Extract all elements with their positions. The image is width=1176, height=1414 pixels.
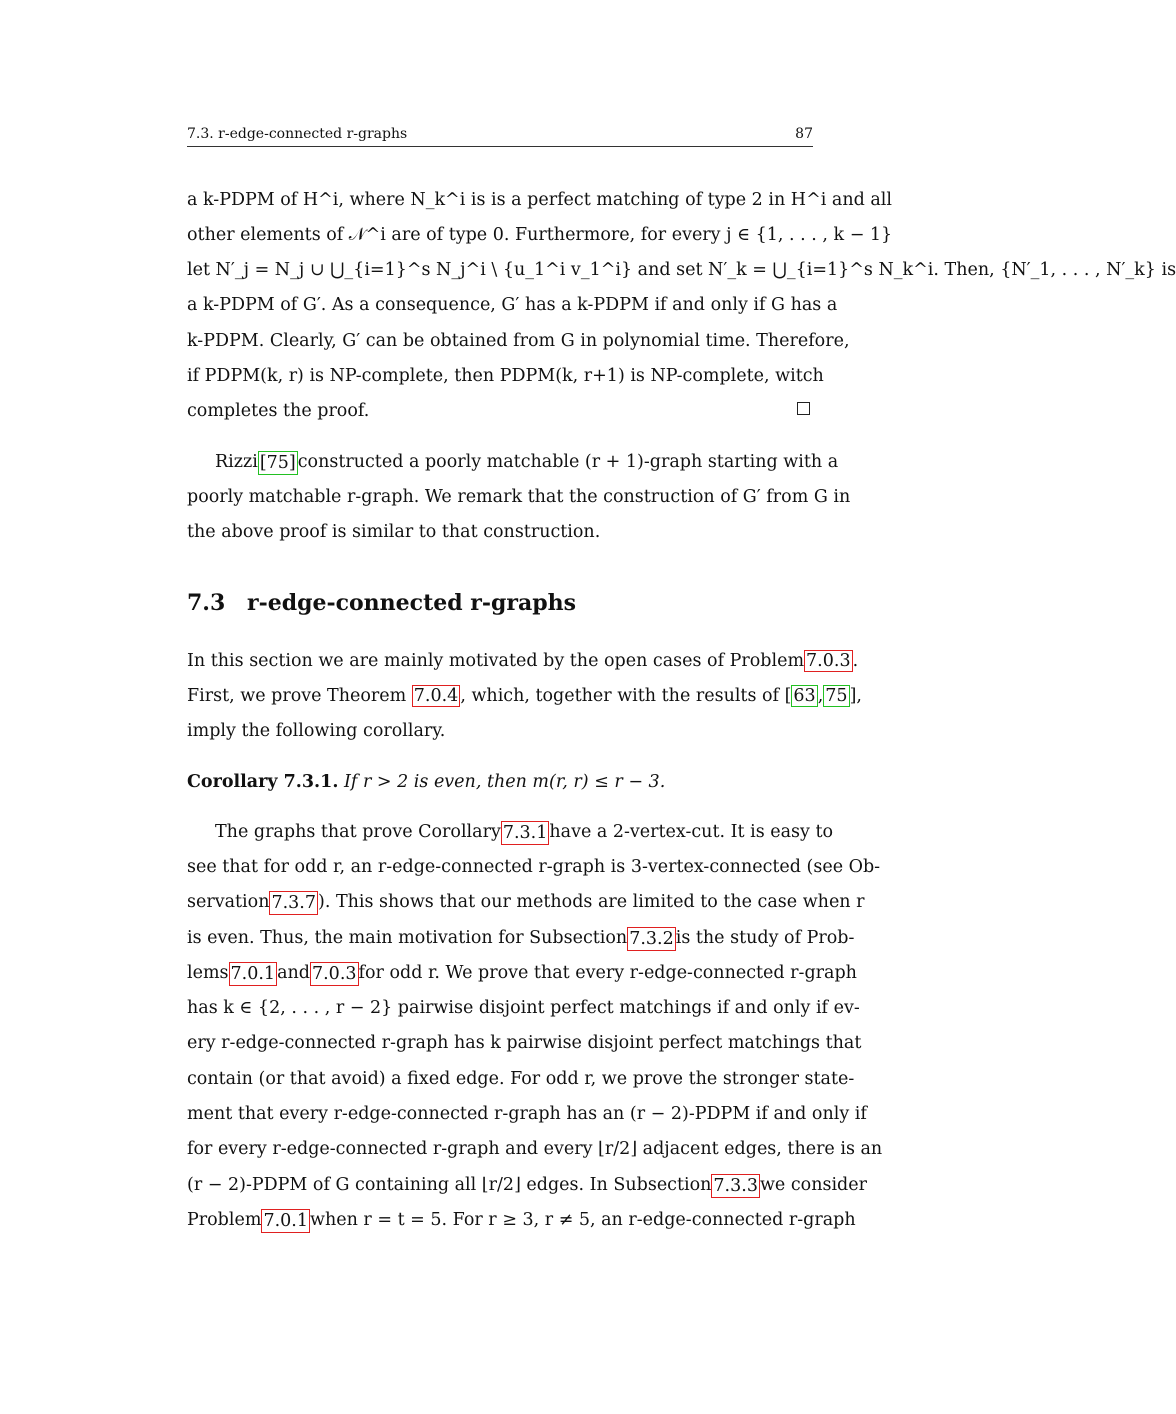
text-line	[187, 685, 862, 707]
text-span: ,	[817, 686, 824, 706]
text-line: has k ∈ {2, . . . , r − 2} pairwise disjoint perfect matchings if and only if ev-	[187, 998, 860, 1018]
subsection-ref-link[interactable]: 7.3.3	[713, 1176, 758, 1196]
text-span: Problem	[187, 1210, 262, 1230]
text-line: the above proof is similar to that construction.	[187, 522, 601, 542]
section-number: 7.3	[187, 590, 226, 616]
text-span: and	[277, 963, 310, 983]
citation-link[interactable]: [75]	[259, 453, 296, 473]
corollary-label: Corollary 7.3.1.	[187, 772, 339, 792]
text-line: contain (or that avoid) a fixed edge. For odd r, we prove the stronger state-	[187, 1069, 855, 1089]
corollary-text: If r > 2 is even, then m(r, r) ≤ r − 3.	[344, 772, 666, 792]
text-line: ery r-edge-connected r-graph has k pairwise disjoint perfect matchings that	[187, 1033, 862, 1053]
text-span: constructed a poorly matchable (r + 1)-graph starting with a	[297, 452, 839, 472]
running-header	[187, 126, 813, 147]
section-heading	[187, 590, 576, 616]
text-span: ). This shows that our methods are limited to the case when r	[318, 892, 865, 912]
text-span: servation	[187, 892, 270, 912]
text-line	[187, 891, 865, 915]
text-span: have a 2-vertex-cut. It is easy to	[549, 822, 834, 842]
text-line: for every r-edge-connected r-graph and every ⌊r/2⌋ adjacent edges, there is an	[187, 1139, 883, 1159]
section-title: r-edge-connected r-graphs	[247, 590, 576, 616]
text-line: if PDPM(k, r) is NP-complete, then PDPM(k, r+1) is NP-complete, witch	[187, 366, 824, 386]
text-span: is the study of Prob-	[675, 928, 855, 948]
theorem-ref-link[interactable]: 7.0.4	[413, 686, 459, 706]
problem-ref-link[interactable]: 7.0.1	[230, 964, 276, 984]
problem-ref-link[interactable]: 7.0.3	[806, 651, 851, 671]
text-span: when r = t = 5. For r ≥ 3, r ≠ 5, an r-edge-connected r-graph	[309, 1210, 856, 1230]
text-span: for odd r. We prove that every r-edge-connected r-graph	[358, 963, 857, 983]
text-span: In this section we are mainly motivated by the open cases of Problem	[187, 651, 805, 671]
text-line: imply the following corollary.	[187, 721, 446, 741]
observation-ref-link[interactable]: 7.3.7	[271, 893, 316, 913]
problem-ref-link[interactable]: 7.0.3	[311, 964, 357, 984]
running-title: 7.3. r-edge-connected r-graphs	[187, 126, 408, 142]
text-line: other elements of 𝒩^i are of type 0. Furthermore, for every j ∈ {1, . . . , k − 1}	[187, 225, 893, 245]
citation-link[interactable]: 63	[793, 686, 816, 706]
text-span: we consider	[759, 1175, 867, 1195]
text-line: a k-PDPM of G′. As a consequence, G′ has a k-PDPM if and only if G has a	[187, 295, 838, 315]
corollary	[187, 771, 813, 793]
text-span: is even. Thus, the main motivation for Subsection	[187, 928, 628, 948]
text-line: k-PDPM. Clearly, G′ can be obtained from G in polynomial time. Therefore,	[187, 331, 850, 351]
text-span: The graphs that prove Corollary	[215, 822, 501, 842]
page-number: 87	[795, 126, 813, 142]
text-span: , which, together with the results of [	[460, 686, 792, 706]
text-line	[187, 650, 859, 672]
text-line	[187, 962, 857, 986]
subsection-ref-link[interactable]: 7.3.2	[629, 929, 674, 949]
text-line: completes the proof.	[187, 401, 370, 421]
text-line	[187, 1174, 867, 1198]
text-line: ment that every r-edge-connected r-graph has an (r − 2)-PDPM if and only if	[187, 1104, 867, 1124]
text-span: First, we prove Theorem	[187, 686, 407, 706]
text-span: (r − 2)-PDPM of G containing all ⌊r/2⌋ edges. In Subsection	[187, 1175, 712, 1195]
citation-link[interactable]: 75	[825, 686, 848, 706]
text-span: ],	[849, 686, 862, 706]
text-line	[187, 1209, 856, 1233]
qed-box-icon	[797, 402, 810, 415]
text-line	[215, 821, 834, 845]
corollary-ref-link[interactable]: 7.3.1	[502, 823, 548, 843]
text-line: let N′_j = N_j ∪ ⋃_{i=1}^s N_j^i \ {u_1^i v_1^i} and set N′_k = ⋃_{i=1}^s N_k^i. Then, {N′_1, . . . , N′_k} is	[187, 260, 1176, 280]
text-span: lems	[187, 963, 229, 983]
text-line	[187, 927, 855, 951]
text-span: Rizzi	[215, 452, 258, 472]
text-span: .	[852, 651, 859, 671]
text-line: poorly matchable r-graph. We remark that the construction of G′ from G in	[187, 487, 851, 507]
problem-ref-link[interactable]: 7.0.1	[263, 1211, 308, 1231]
text-line: a k-PDPM of H^i, where N_k^i is is a perfect matching of type 2 in H^i and all	[187, 190, 892, 210]
text-line	[215, 451, 839, 475]
text-line: see that for odd r, an r-edge-connected r-graph is 3-vertex-connected (see Ob-	[187, 857, 881, 877]
